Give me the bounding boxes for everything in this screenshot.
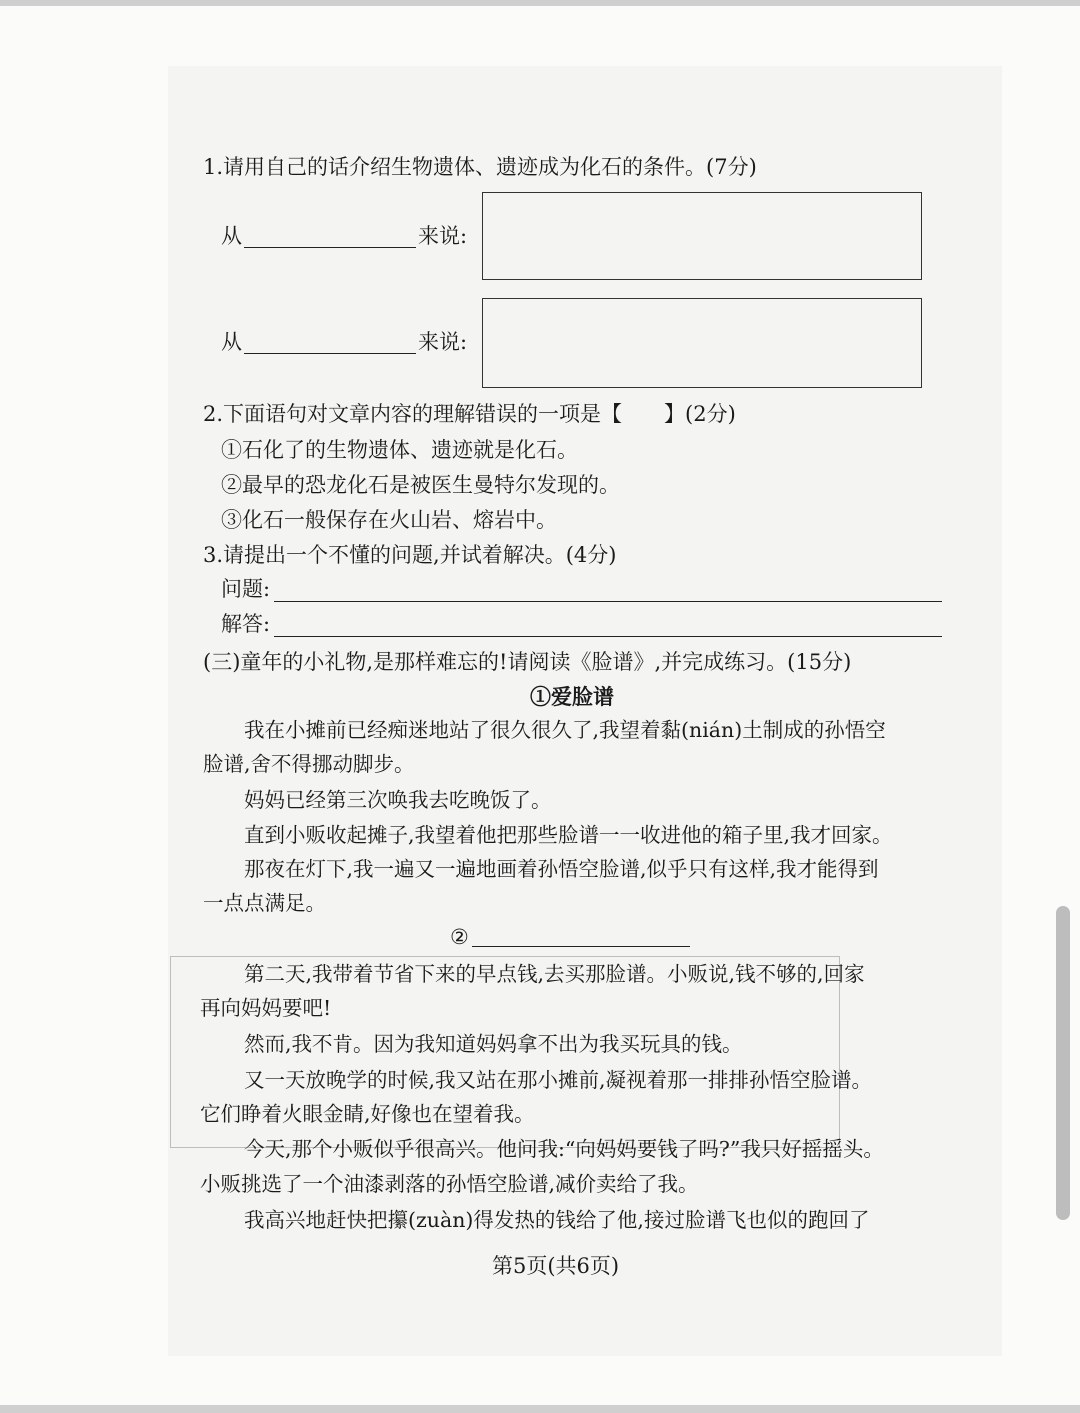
part2-title-blank[interactable] [472, 946, 690, 947]
q3-question: 3.请提出一个不懂的问题,并试着解决。(4分) [203, 543, 617, 567]
part1-title: ①爱脸谱 [530, 684, 614, 709]
q1-row2-blank[interactable] [244, 353, 416, 354]
paragraph2-line-3: 然而,我不肯。因为我知道妈妈拿不出为我买玩具的钱。 [244, 1032, 743, 1056]
paragraph2-line-2: 再向妈妈要吧! [200, 996, 332, 1020]
paragraph2-line-5: 它们睁着火眼金睛,好像也在望着我。 [200, 1102, 535, 1126]
q3-ask-blank[interactable] [274, 601, 942, 602]
q1-question: 1.请用自己的话介绍生物遗体、遗迹成为化石的条件。(7分) [203, 155, 757, 179]
q2-option-3: ③化石一般保存在火山岩、熔岩中。 [221, 508, 557, 532]
q3-answer-blank[interactable] [274, 636, 942, 637]
q2-option-2: ②最早的恐龙化石是被医生曼特尔发现的。 [221, 473, 620, 497]
page-number: 第5页(共6页) [492, 1254, 620, 1278]
q1-row2-suffix: 来说: [418, 330, 468, 354]
paragraph-line-2: 脸谱,舍不得挪动脚步。 [203, 752, 415, 776]
q3-ask-label: 问题: [221, 577, 271, 601]
q2-option-1: ①石化了的生物遗体、遗迹就是化石。 [221, 438, 578, 462]
q1-answer-box-2[interactable] [482, 298, 922, 388]
paragraph2-line-6: 今天,那个小贩似乎很高兴。他问我:“向妈妈要钱了吗?”我只好摇摇头。 [244, 1137, 884, 1161]
paragraph2-line-8: 我高兴地赶快把攥(zuàn)得发热的钱给了他,接过脸谱飞也似的跑回了 [244, 1208, 870, 1232]
bottom-border [0, 1405, 1080, 1413]
paragraph-line-3: 妈妈已经第三次唤我去吃晚饭了。 [244, 788, 552, 812]
q1-row1-prefix: 从 [221, 224, 242, 248]
paragraph2-line-4: 又一天放晚学的时候,我又站在那小摊前,凝视着那一排排孙悟空脸谱。 [244, 1068, 873, 1092]
q3-answer-label: 解答: [221, 612, 271, 636]
q1-row2-prefix: 从 [221, 330, 242, 354]
q1-answer-box-1[interactable] [482, 192, 922, 280]
paragraph-line-1: 我在小摊前已经痴迷地站了很久很久了,我望着黏(nián)土制成的孙悟空 [244, 718, 886, 742]
paragraph-line-6: 一点点满足。 [203, 891, 326, 915]
paragraph-line-4: 直到小贩收起摊子,我望着他把那些脸谱一一收进他的箱子里,我才回家。 [244, 823, 893, 847]
paragraph-line-5: 那夜在灯下,我一遍又一遍地画着孙悟空脸谱,似乎只有这样,我才能得到 [244, 857, 879, 881]
part2-marker: ② [450, 925, 469, 949]
paragraph2-line-7: 小贩挑选了一个油漆剥落的孙悟空脸谱,减价卖给了我。 [200, 1172, 699, 1196]
q2-question: 2.下面语句对文章内容的理解错误的一项是【 】(2分) [203, 402, 736, 426]
section3-heading: (三)童年的小礼物,是那样难忘的!请阅读《脸谱》,并完成练习。(15分) [203, 650, 852, 674]
paragraph2-line-1: 第二天,我带着节省下来的早点钱,去买那脸谱。小贩说,钱不够的,回家 [244, 962, 865, 986]
q1-row1-blank[interactable] [244, 247, 416, 248]
scrollbar-thumb[interactable] [1056, 906, 1070, 1220]
q1-row1-suffix: 来说: [418, 224, 468, 248]
